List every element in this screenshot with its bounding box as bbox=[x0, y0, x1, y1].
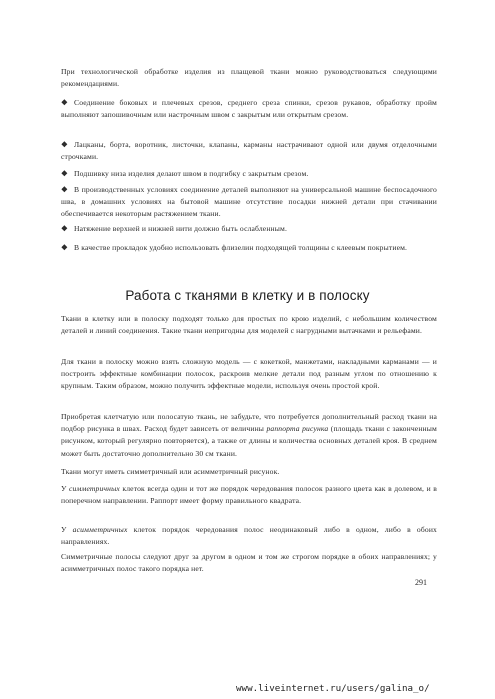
page-number: 291 bbox=[415, 578, 427, 587]
bullet-icon: ❖ bbox=[61, 243, 68, 252]
list-item bbox=[61, 223, 437, 235]
term-emphasis: асимметричных bbox=[72, 525, 128, 534]
paragraph-text: Приобретая клетчатую или полосатую ткань, не забудьте, что потребуется дополнительный расход ткани на подбор рисунка в швах. Расход будет зависеть от величины bbox=[61, 412, 437, 434]
list-item-text: В качестве прокладок удобно использовать флизелин подходящей толщины с клеевым покрытием. bbox=[74, 243, 408, 252]
list-item bbox=[61, 139, 437, 163]
list-item-text: Натяжение верхней и нижней нити должно быть ослабленным. bbox=[74, 224, 288, 233]
bullet-icon: ❖ bbox=[61, 185, 68, 194]
paragraph: Для ткани в полоску можно взять сложную модель — с кокеткой, манжетами, накладными карманами — и построить эффектные комбинации полосок, раскроив мелкие детали под разным углом по отношению к крупным. Таким образом, можно получить эффектные модели, используя очень простой крой. bbox=[61, 357, 437, 391]
paragraph-text: (площадь ткани с законченным рисунком, который регулярно повторяется), а также от длины и количества основных деталей кроя. В среднем может быть достаточно дополнительно 30 см ткани. bbox=[61, 424, 437, 458]
list-item bbox=[61, 97, 437, 121]
footer-url-link[interactable]: www.liveinternet.ru/users/galina_o/ bbox=[236, 683, 430, 694]
paragraph-text: клеток всегда один и тот же порядок чередования полосок разного цвета как в долевом, и в поперечном направлении. Раппорт имеет форму правильного квадрата. bbox=[61, 484, 437, 506]
paragraph-text: У bbox=[61, 525, 73, 534]
paragraph bbox=[61, 411, 437, 460]
list-item bbox=[61, 168, 437, 180]
paragraph: Ткани в клетку или в полоску подходят только для простых по крою изделий, с небольшим количеством деталей и линий соединения. Такие ткани непригодны для моделей с нагрудными вытачками и рельефами. bbox=[61, 314, 437, 336]
intro-paragraph: При технологической обработке изделия из плащевой ткани можно руководствоваться следующими рекомендациями. bbox=[61, 67, 437, 89]
bullet-icon: ❖ bbox=[61, 224, 68, 233]
list-item-text: Подшивку низа изделия делают швом в подгибку с закрытым срезом. bbox=[74, 169, 309, 178]
section-heading: Работа с тканями в клетку и в полоску bbox=[125, 288, 370, 303]
bullet-icon: ❖ bbox=[61, 98, 68, 107]
paragraph bbox=[61, 524, 437, 548]
term-emphasis: раппорта рисунка bbox=[266, 424, 329, 434]
bullet-icon: ❖ bbox=[61, 169, 68, 178]
paragraph-text: клеток порядок чередования полос неодинаковый либо в одном, либо в обоих направлениях. bbox=[61, 525, 437, 547]
list-item-text: Лацканы, борта, воротник, листочки, клапаны, карманы настрачивают одной или двумя отделочными строчками. bbox=[61, 140, 437, 162]
bullet-icon: ❖ bbox=[61, 140, 68, 149]
paragraph: Ткани могут иметь симметричный или асимметричный рисунок. bbox=[61, 467, 280, 476]
paragraph: Симметричные полосы следуют друг за другом в одном и том же строгом порядке в обоих направлениях; у асимметричных полос такого порядка нет. bbox=[61, 552, 437, 574]
paragraph-text: У bbox=[61, 484, 69, 493]
list-item bbox=[61, 242, 437, 254]
list-item-text: В производственных условиях соединение деталей выполняют на универсальной машине беспосадочного шва, в домашних условиях на бытовой машине отсутствие посадки нижней детали при стачивании обеспечивается некоторым растяжением ткани. bbox=[61, 185, 437, 219]
list-item-text: Соединение боковых и плечевых срезов, среднего среза спинки, срезов рукавов, обработку пройм выполняют запошивочным или настрочным швом с закрытым или открытым срезом. bbox=[61, 98, 437, 120]
term-emphasis: симметричных bbox=[69, 484, 120, 493]
paragraph bbox=[61, 483, 437, 507]
list-item bbox=[61, 184, 437, 221]
